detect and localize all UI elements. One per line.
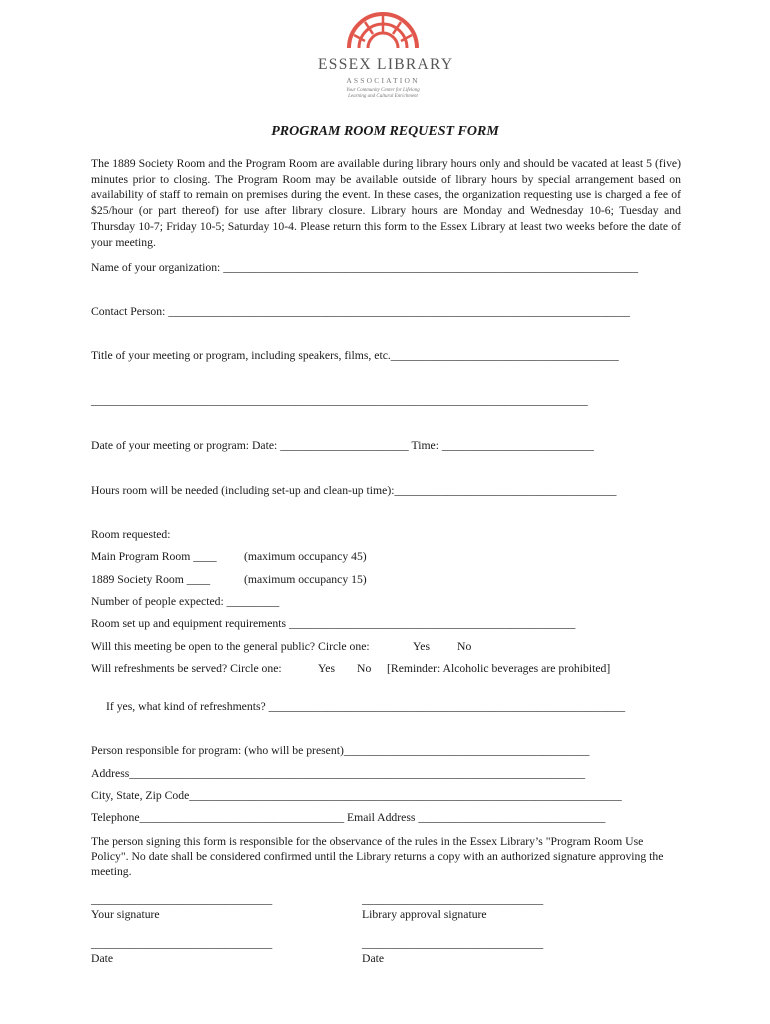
library-signature-line[interactable]: _______________________________ bbox=[362, 893, 544, 906]
logo-tagline-1: Your Community Center for Lifelong bbox=[346, 88, 420, 93]
public-meeting-question: Will this meeting be open to the general public? Circle one: bbox=[91, 640, 370, 653]
refreshments-question: Will refreshments be served? Circle one: bbox=[91, 662, 282, 675]
your-date-line[interactable]: _______________________________ bbox=[91, 937, 273, 950]
library-signature-label: Library approval signature bbox=[362, 908, 487, 921]
telephone-email-field[interactable]: Telephone___________________________________ Email Address ________________________________ bbox=[91, 811, 606, 824]
city-state-zip-field[interactable]: City, State, Zip Code__________________________________________________________________________ bbox=[91, 789, 622, 802]
society-room-option[interactable]: 1889 Society Room ____ bbox=[91, 573, 211, 586]
refreshments-yes-option[interactable]: Yes bbox=[318, 662, 336, 675]
intro-paragraph: The 1889 Society Room and the Program Room are available during library hours only and should be vacated at least 5 (five) minutes prior to closing. The Program Room may be available outside of library hours by special arrangement based on availability of staff to remain on premises during the event. In these cases, the organization requesting use is charged a fee of $25/hour (or part thereof) for use after library closure. Library hours are Monday and Wednesday 10-6; Tuesday and Thursday 10-7; Friday 10-5; Saturday 10-4. Please return this form to the Essex Library at least two weeks before the date of your meeting. bbox=[91, 157, 681, 249]
public-no-option[interactable]: No bbox=[457, 640, 472, 653]
meeting-title-field[interactable]: Title of your meeting or program, including speakers, films, etc._______________________________________ bbox=[91, 349, 619, 362]
setup-requirements-field[interactable]: Room set up and equipment requirements _________________________________________________ bbox=[91, 617, 576, 630]
library-date-line[interactable]: _______________________________ bbox=[362, 937, 544, 950]
arch-logo-icon bbox=[347, 12, 419, 48]
main-program-room-option[interactable]: Main Program Room ____ bbox=[91, 550, 217, 563]
logo-tagline-2: Learning and Cultural Enrichment bbox=[348, 94, 418, 99]
refreshments-no-option[interactable]: No bbox=[357, 662, 372, 675]
public-yes-option[interactable]: Yes bbox=[413, 640, 431, 653]
logo-title: ESSEX LIBRARY bbox=[318, 56, 454, 73]
your-signature-line[interactable]: _______________________________ bbox=[91, 893, 273, 906]
society-room-capacity: (maximum occupancy 15) bbox=[244, 573, 367, 586]
contact-person-field[interactable]: Contact Person: _______________________________________________________________________________ bbox=[91, 305, 630, 318]
organization-field[interactable]: Name of your organization: _______________________________________________________________________ bbox=[91, 261, 639, 274]
alcohol-reminder: [Reminder: Alcoholic beverages are prohibited] bbox=[387, 662, 611, 675]
address-field[interactable]: Address______________________________________________________________________________ bbox=[91, 767, 586, 780]
people-expected-field[interactable]: Number of people expected: _________ bbox=[91, 595, 280, 608]
your-signature-label: Your signature bbox=[91, 908, 160, 921]
main-room-capacity: (maximum occupancy 45) bbox=[244, 550, 367, 563]
meeting-title-continued-line[interactable]: _____________________________________________________________________________________ bbox=[91, 394, 588, 407]
library-logo bbox=[318, 12, 454, 100]
logo-subtitle: ASSOCIATION bbox=[346, 76, 420, 85]
hours-needed-field[interactable]: Hours room will be needed (including set-up and clean-up time):______________________________________ bbox=[91, 484, 617, 497]
your-date-label: Date bbox=[91, 952, 114, 965]
policy-paragraph: The person signing this form is responsible for the observance of the rules in the Essex Library’s "Program Room Use Policy". No date shall be considered confirmed until the Library returns a copy with an authorized signature approving the meeting. bbox=[91, 835, 664, 878]
person-responsible-field[interactable]: Person responsible for program: (who will be present)__________________________________________ bbox=[91, 744, 590, 757]
room-requested-label: Room requested: bbox=[91, 528, 171, 541]
form-title: PROGRAM ROOM REQUEST FORM bbox=[271, 124, 499, 139]
refreshments-kind-field[interactable]: If yes, what kind of refreshments? _____________________________________________________________ bbox=[106, 700, 626, 713]
date-time-field[interactable]: Date of your meeting or program: Date: ______________________ Time: __________________________ bbox=[91, 439, 594, 452]
library-date-label: Date bbox=[362, 952, 385, 965]
